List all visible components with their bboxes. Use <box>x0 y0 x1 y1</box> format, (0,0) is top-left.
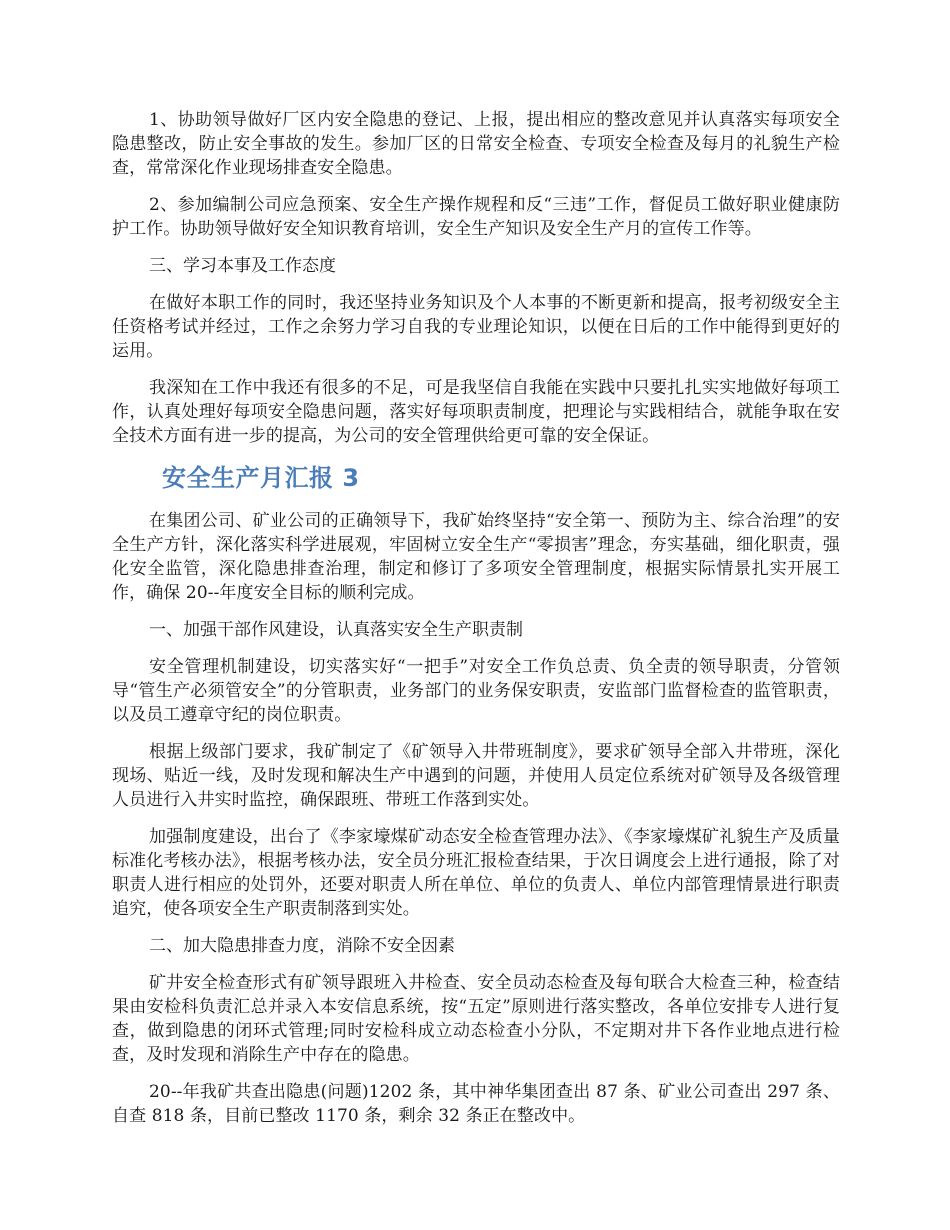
paragraph-hazard-stats: 20--年我矿共查出隐患(问题)1202 条，其中神华集团查出 87 条、矿业公司查出 297 条、自查 818 条，目前已整改 1170 条，剩余 32 条正在整改中。 <box>112 1082 840 1126</box>
paragraph-shift-system: 根据上级部门要求，我矿制定了《矿领导入井带班制度》，要求矿领导全部入井带班，深化现场、贴近一线，及时发现和解决生产中遇到的问题，并使用人员定位系统对矿领导及各级管理人员进行入井实时监控，确保跟班、带班工作落到实处。 <box>112 742 840 810</box>
section-heading-two: 二、加大隐患排查力度，消除不安全因素 <box>149 936 455 956</box>
report-title: 安全生产月汇报 3 <box>162 464 360 492</box>
section-heading-one: 一、加强干部作风建设，认真落实安全生产职责制 <box>149 620 523 640</box>
paragraph-learning: 在做好本职工作的同时，我还坚持业务知识及个人本事的不断更新和提高，报考初级安全主任资格考试并经过，工作之余努力学习自我的专业理论知识，以便在日后的工作中能得到更好的运用。 <box>112 293 840 361</box>
paragraph-inspections: 矿井安全检查形式有矿领导跟班入井检查、安全员动态检查及每旬联合大检查三种，检查结果由安检科负责汇总并录入本安信息系统，按“五定”原则进行落实整改，各单位安排专人进行复查，做到隐患的闭环式管理;同时安检科成立动态检查小分队，不定期对井下各作业地点进行检查，及时发现和消除生产中存在的隐患。 <box>112 973 840 1065</box>
paragraph-conclusion: 我深知在工作中我还有很多的不足，可是我坚信自我能在实践中只要扎扎实实地做好每项工作，认真处理好每项安全隐患问题，落实好每项职责制度，把理论与实践相结合，就能争取在安全技术方面有进一步的提高，为公司的安全管理供给更可靠的安全保证。 <box>112 378 840 446</box>
paragraph-mechanism: 安全管理机制建设，切实落实好“一把手”对安全工作负总责、负全责的领导职责，分管领导“管生产必须管安全”的分管职责，业务部门的业务保安职责，安监部门监督检查的监管职责，以及员工遵章守纪的岗位职责。 <box>112 657 840 725</box>
section-heading-three: 三、学习本事及工作态度 <box>149 256 336 276</box>
paragraph-item-1: 1、协助领导做好厂区内安全隐患的登记、上报，提出相应的整改意见并认真落实每项安全隐患整改，防止安全事故的发生。参加厂区的日常安全检查、专项安全检查及每月的礼貌生产检查，常常深化作业现场排查安全隐患。 <box>112 110 840 178</box>
paragraph-item-2: 2、参加编制公司应急预案、安全生产操作规程和反“三违”工作，督促员工做好职业健康防护工作。协助领导做好安全知识教育培训，安全生产知识及安全生产月的宣传工作等。 <box>112 195 840 239</box>
document-page <box>112 108 840 1141</box>
report-intro: 在集团公司、矿业公司的正确领导下，我矿始终坚持“安全第一、预防为主、综合治理”的安全生产方针，深化落实科学进展观，牢固树立安全生产“零损害”理念，夯实基础，细化职责，强化安全监管，深化隐患排查治理，制定和修订了多项安全管理制度，根据实际情景扎实开展工作，确保 20--年度安全目标的顺利完成。 <box>112 511 840 603</box>
paragraph-regulations: 加强制度建设，出台了《李家壕煤矿动态安全检查管理办法》、《李家壕煤矿礼貌生产及质量标准化考核办法》，根据考核办法，安全员分班汇报检查结果，于次日调度会上进行通报，除了对职责人进行相应的处罚外，还要对职责人所在单位、单位的负责人、单位内部管理情景进行职责追究，使各项安全生产职责制落到实处。 <box>112 827 840 919</box>
